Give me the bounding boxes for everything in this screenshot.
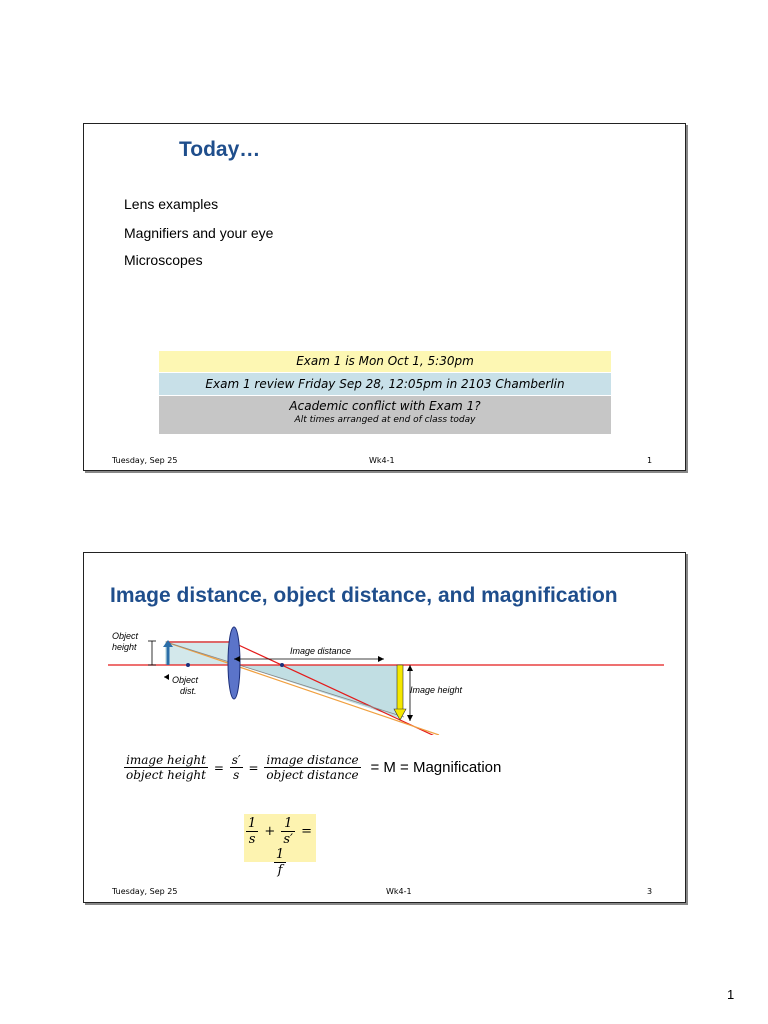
image-height-term: image height xyxy=(124,753,208,768)
bullet-magnifiers: Magnifiers and your eye xyxy=(124,225,274,241)
equals-sign: = xyxy=(213,760,224,775)
plus-sign: + xyxy=(264,824,276,839)
slide-1 xyxy=(83,123,686,471)
bullet-microscopes: Microscopes xyxy=(124,252,203,268)
slide-1-footer-code: Wk4-1 xyxy=(369,456,395,465)
equals-sign: = xyxy=(248,760,259,775)
object-dist-label-line1: Object xyxy=(172,675,199,685)
slide-1-footer-date: Tuesday, Sep 25 xyxy=(112,456,178,465)
s-term: s xyxy=(233,768,240,782)
slide-1-title: Today… xyxy=(179,138,261,161)
slide-2-title: Image distance, object distance, and magnification xyxy=(110,584,618,607)
object-distance-term: object distance xyxy=(266,768,359,782)
focal-point-right xyxy=(280,663,284,667)
slide-2-footer-number: 3 xyxy=(647,887,653,896)
bullet-lens-examples: Lens examples xyxy=(124,196,219,212)
slide-1-footer-number: 1 xyxy=(647,456,653,465)
academic-conflict-band xyxy=(159,396,611,434)
alt-times-note: Alt times arranged at end of class today xyxy=(294,415,476,425)
object-height-term: object height xyxy=(126,768,206,782)
one-over-f: $\frac{1}{f}$ xyxy=(275,847,285,878)
exam-review-band: Exam 1 review Friday Sep 28, 12:05pm in 2103 Chamberlin xyxy=(159,373,611,395)
slide-2-footer-code: Wk4-1 xyxy=(386,887,412,896)
s-ratio xyxy=(230,753,243,782)
image-height-label: Image height xyxy=(410,685,463,695)
equals-sign: = xyxy=(301,824,313,839)
slide-2 xyxy=(83,552,686,903)
magnification-label: = M = Magnification xyxy=(370,759,502,776)
one-over-s-prime: $\frac{1}{s'}$ xyxy=(283,816,294,847)
object-height-label-line1: Object xyxy=(112,631,139,641)
focal-point-left xyxy=(186,663,190,667)
s-prime-term: s′ xyxy=(231,753,241,767)
exam-date-band: Exam 1 is Mon Oct 1, 5:30pm xyxy=(159,351,611,372)
object-dist-label-line2: dist. xyxy=(180,686,197,696)
lens-ray-diagram xyxy=(84,625,685,735)
distance-ratio xyxy=(264,753,360,782)
image-arrow xyxy=(397,665,403,711)
one-over-s: $\frac{1}{s}$ xyxy=(247,816,257,847)
height-ratio xyxy=(124,753,208,782)
page-number: 1 xyxy=(727,987,735,1002)
object-height-label-line2: height xyxy=(112,642,137,652)
lens xyxy=(228,627,240,699)
lens-equation xyxy=(244,814,316,878)
slide-2-footer-date: Tuesday, Sep 25 xyxy=(112,887,178,896)
image-distance-label: Image distance xyxy=(290,646,352,656)
image-distance-term: image distance xyxy=(264,753,360,768)
academic-conflict-text: Academic conflict with Exam 1? xyxy=(289,399,481,413)
magnification-equation xyxy=(124,753,501,782)
